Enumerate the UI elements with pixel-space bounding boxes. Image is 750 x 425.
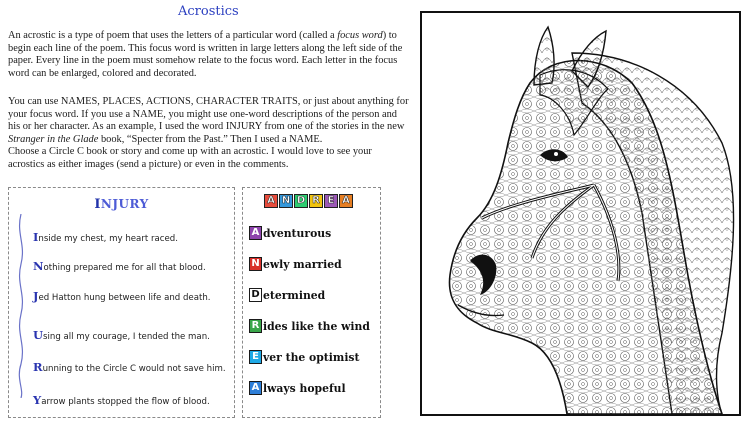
andrea-line: A lways hopeful xyxy=(249,381,346,395)
andrea-acrostic-card xyxy=(242,187,381,418)
injury-line: Inside my chest, my heart raced. xyxy=(33,230,178,244)
andrea-title xyxy=(264,194,353,208)
injury-acrostic-card xyxy=(8,187,235,418)
title-letter-block: E xyxy=(324,194,338,208)
swirl-border-icon xyxy=(16,214,26,398)
title-letter-block: A xyxy=(339,194,353,208)
title-letter-block: R xyxy=(309,194,323,208)
injury-line: Yarrow plants stopped the flow of blood. xyxy=(33,393,210,407)
page-title: Acrostics xyxy=(178,4,239,19)
usage-paragraph: You can use NAMES, PLACES, ACTIONS, CHARACTER TRAITS, or just about anything for your focus word. If you use a NAME, you might use one-word descriptions of the person and his or her character. As an example, I used the word INJURY from one of the stories in the new Stranger in the Glade book, “Specter from the Past.” Then I used a NAME. Choose a Circle C book or story and come up with an acrostic. I would love to see your acrostics as either images (send a picture) or even in the comments. xyxy=(8,96,409,170)
initial-box: R xyxy=(249,319,262,333)
intro-paragraph: An acrostic is a type of poem that uses the letters of a particular word (called a focus word) to begin each line of the poem. This focus word is written in large letters along the left side of the paper. Every line in the poem must somehow relate to the focus word. Each letter in the focus word can be enlarged, colored and decorated. xyxy=(8,30,403,79)
injury-line: Using all my courage, I tended the man. xyxy=(33,328,210,342)
andrea-line: A dventurous xyxy=(249,226,331,240)
title-letter-block: A xyxy=(264,194,278,208)
injury-line: Nothing prepared me for all that blood. xyxy=(33,259,206,273)
initial-box: E xyxy=(249,350,262,364)
initial-box: D xyxy=(249,288,262,302)
andrea-line: N ewly married xyxy=(249,257,342,271)
andrea-line: R ides like the wind xyxy=(249,319,370,333)
horse-coloring-page-icon xyxy=(422,13,739,414)
horse-coloring-picture xyxy=(420,11,741,416)
injury-line: Running to the Circle C would not save him. xyxy=(33,360,226,374)
initial-box: N xyxy=(249,257,262,271)
andrea-line: D etermined xyxy=(249,288,325,302)
andrea-line: E ver the optimist xyxy=(249,350,360,364)
title-letter-block: N xyxy=(279,194,293,208)
injury-line: Jed Hatton hung between life and death. xyxy=(33,289,211,303)
initial-box: A xyxy=(249,226,262,240)
injury-title: INJURY xyxy=(94,197,149,212)
initial-box: A xyxy=(249,381,262,395)
title-letter-block: D xyxy=(294,194,308,208)
